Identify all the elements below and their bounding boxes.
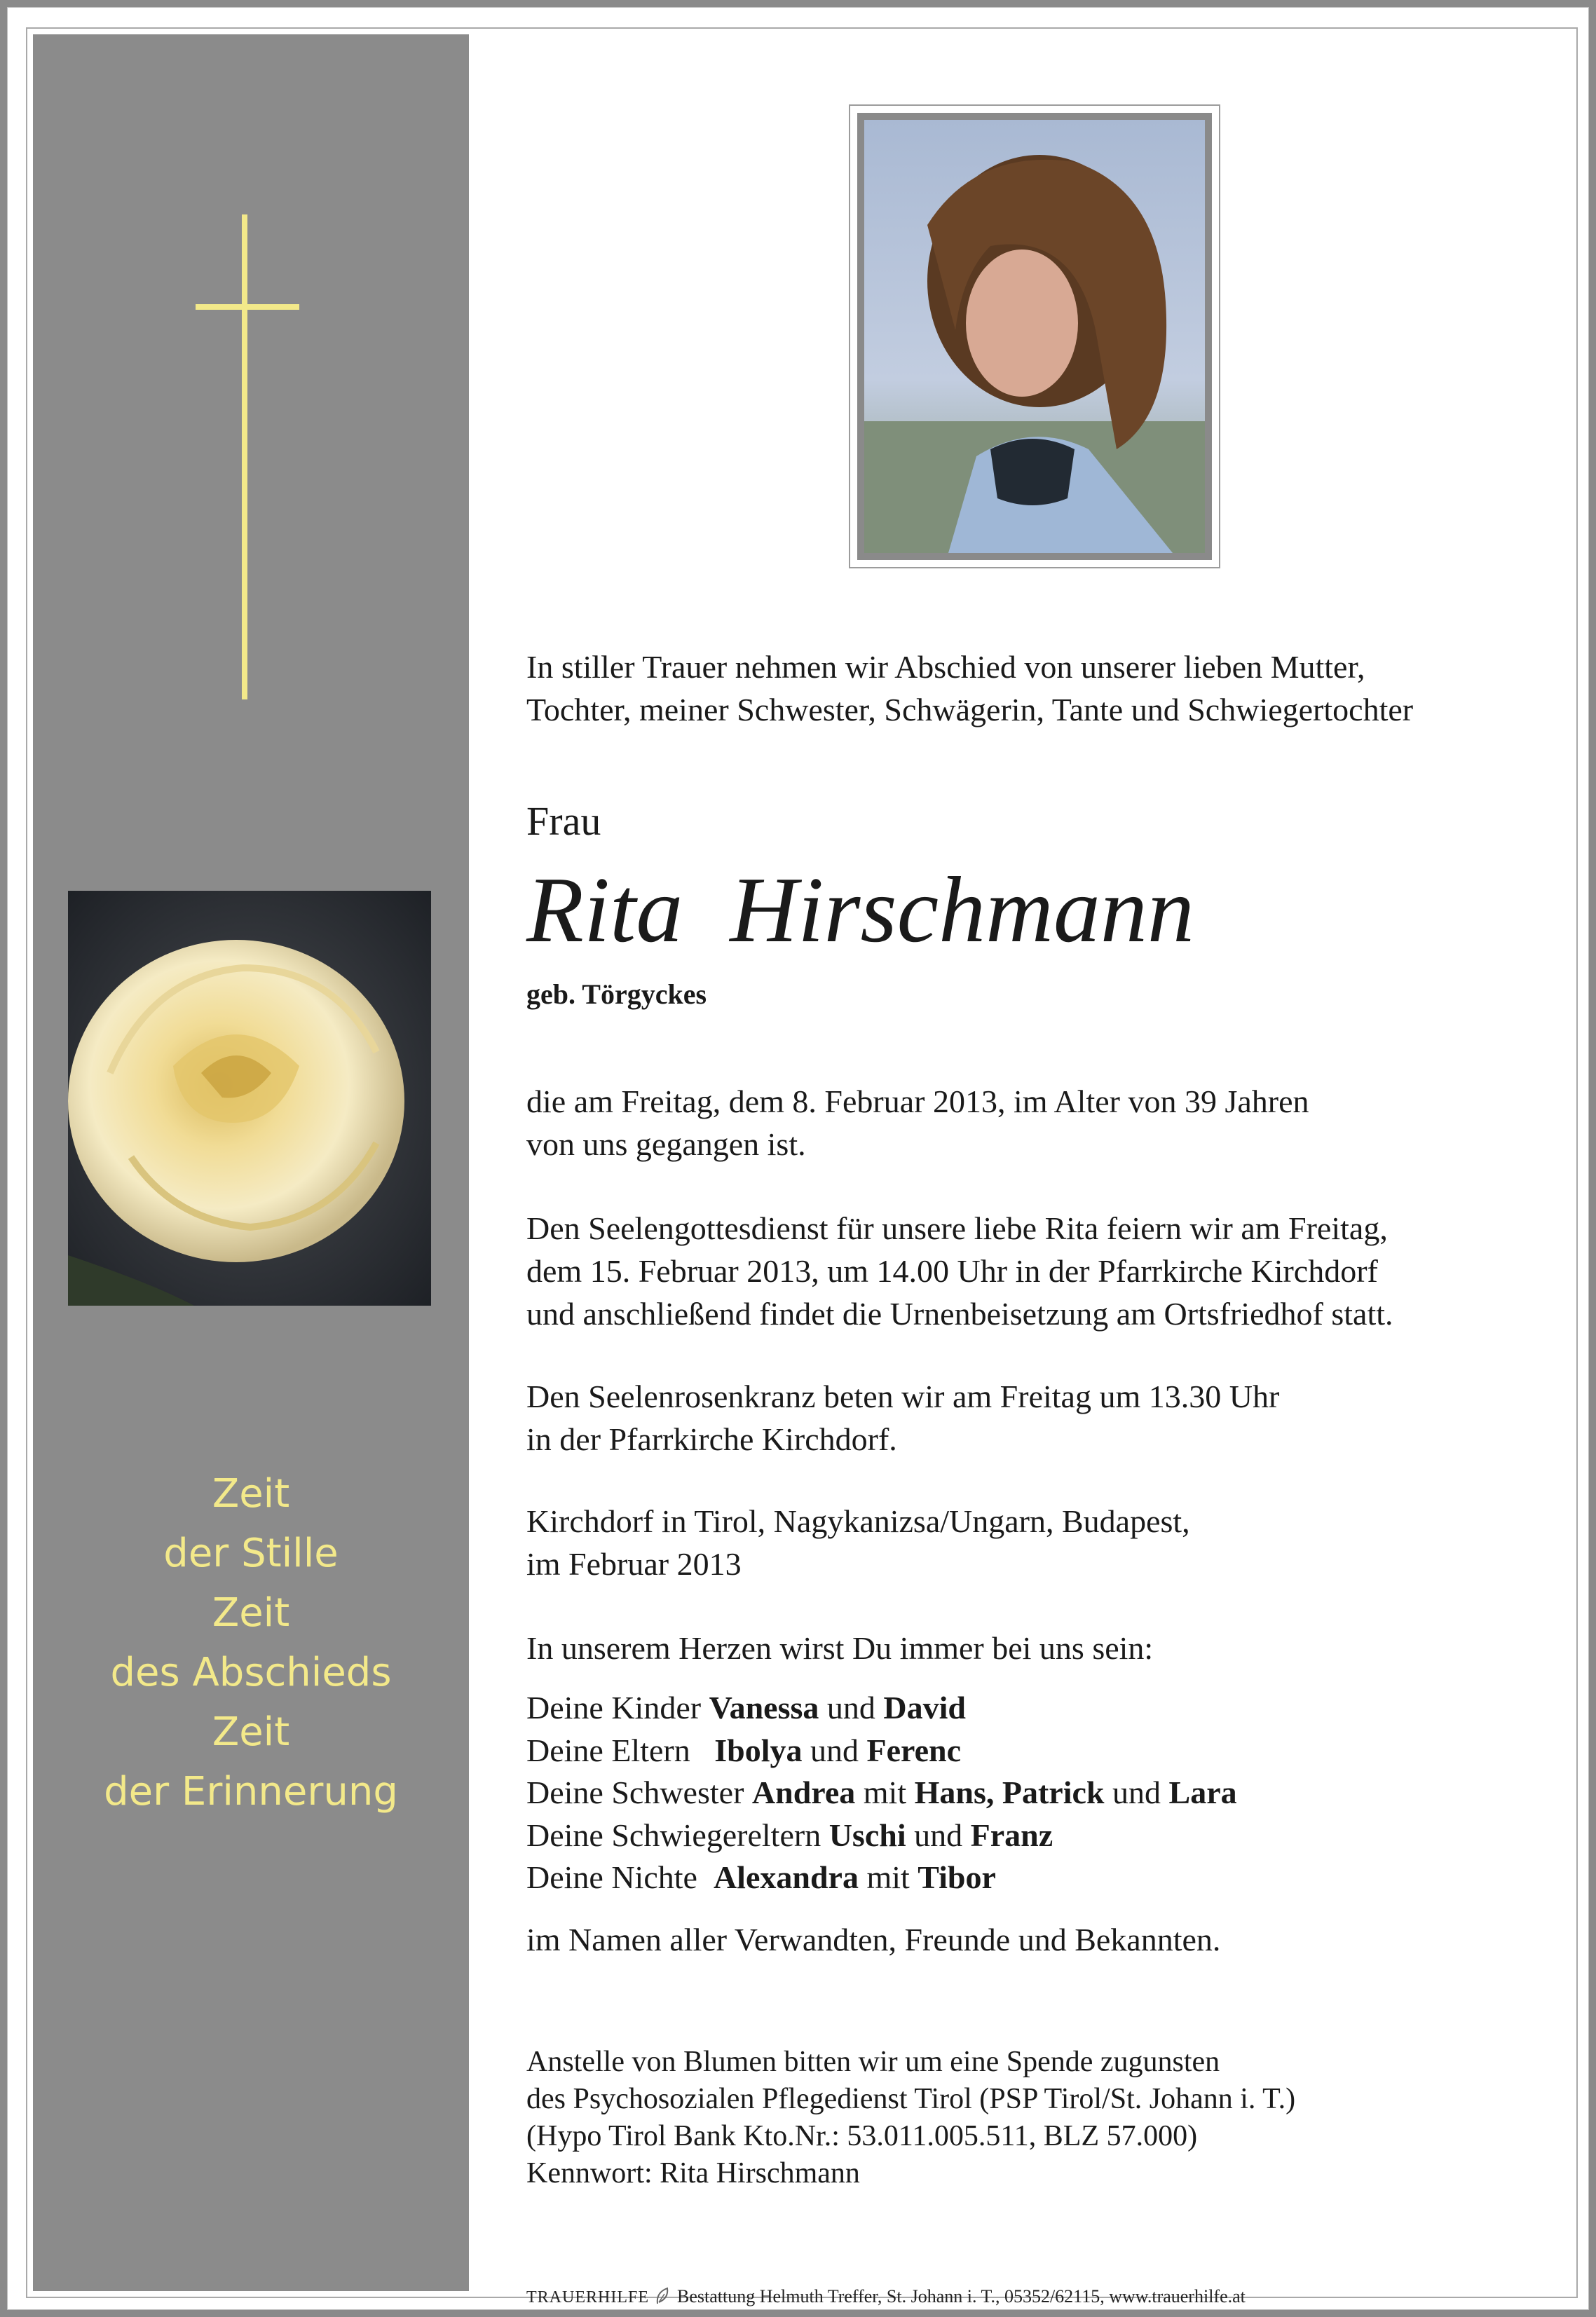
text-line: die am Freitag, dem 8. Februar 2013, im Alter von 39 Jahren — [526, 1084, 1309, 1119]
text-line: Den Seelengottesdienst für unsere liebe Rita feiern wir am Freitag, — [526, 1210, 1388, 1246]
family-row: Deine Eltern Ibolya und Ferenc — [526, 1732, 962, 1768]
donation-info — [526, 2044, 1295, 2192]
motto-line: Zeit — [212, 1709, 290, 1755]
intro-line: In stiller Trauer nehmen wir Abschied von unserer lieben Mutter, — [526, 649, 1365, 685]
text-line: Den Seelenrosenkranz beten wir am Freitag um 13.30 Uhr — [526, 1379, 1280, 1414]
salutation: Frau — [526, 798, 601, 844]
family-row: Deine Schwiegereltern Uschi und Franz — [526, 1817, 1053, 1853]
text-line: im Februar 2013 — [526, 1546, 742, 1582]
footer — [526, 2285, 1246, 2307]
family-row: Deine Nichte Alexandra mit Tibor — [526, 1859, 996, 1895]
portrait-frame — [849, 104, 1220, 568]
text-line: (Hypo Tirol Bank Kto.Nr.: 53.011.005.511, BLZ 57.000) — [526, 2120, 1198, 2152]
rosary-info — [526, 1375, 1279, 1461]
text-line: von uns gegangen ist. — [526, 1126, 806, 1162]
motto-line: der Erinnerung — [104, 1769, 398, 1814]
motto-line: Zeit — [212, 1590, 290, 1636]
portrait-photo — [864, 120, 1205, 553]
motto-line: des Abschieds — [110, 1650, 392, 1695]
obituary-card — [26, 27, 1578, 2306]
place-date — [526, 1500, 1190, 1585]
sidebar — [33, 34, 469, 2291]
motto-line: Zeit — [212, 1471, 290, 1517]
page-sheet — [7, 7, 1589, 2310]
family-row: Deine Kinder Vanessa und David — [526, 1690, 966, 1725]
closing-line: im Namen aller Verwandten, Freunde und Bekannten. — [526, 1922, 1221, 1957]
cross-icon-bar — [196, 304, 299, 310]
death-info — [526, 1080, 1309, 1166]
service-info — [526, 1207, 1393, 1335]
text-line: dem 15. Februar 2013, um 14.00 Uhr in der Pfarrkirche Kirchdorf — [526, 1253, 1378, 1289]
text-line: und anschließend findet die Urnenbeisetzung am Ortsfriedhof statt. — [526, 1296, 1393, 1332]
text-line: Kennwort: Rita Hirschmann — [526, 2157, 860, 2189]
text-line: in der Pfarrkirche Kirchdorf. — [526, 1421, 897, 1457]
leaf-icon — [653, 2285, 673, 2306]
intro-text — [526, 645, 1413, 731]
family-row: Deine Schwester Andrea mit Hans, Patrick und Lara — [526, 1775, 1237, 1810]
cross-icon — [242, 214, 247, 699]
text-line: Kirchdorf in Tirol, Nagykanizsa/Ungarn, Budapest, — [526, 1503, 1190, 1539]
text-line: Anstelle von Blumen bitten wir um eine Spende zugunsten — [526, 2046, 1220, 2078]
rose-image — [68, 891, 431, 1306]
motto-line: der Stille — [163, 1531, 339, 1576]
motto-text — [33, 1464, 469, 1822]
footer-text: Bestattung Helmuth Treffer, St. Johann i. T., 05352/62115, www.trauerhilfe.at — [677, 2286, 1246, 2306]
intro-line: Tochter, meiner Schwester, Schwägerin, Tante und Schwiegertochter — [526, 692, 1414, 727]
birth-name: geb. Törgyckes — [526, 978, 707, 1010]
family-list — [526, 1687, 1237, 1899]
deceased-name: Rita Hirschmann — [526, 858, 1194, 962]
footer-brand: TRAUERHILFE — [526, 2288, 649, 2306]
text-line: des Psychosozialen Pflegedienst Tirol (PSP Tirol/St. Johann i. T.) — [526, 2083, 1296, 2115]
heart-line: In unserem Herzen wirst Du immer bei uns sein: — [526, 1630, 1154, 1666]
portrait-mat — [857, 113, 1212, 560]
